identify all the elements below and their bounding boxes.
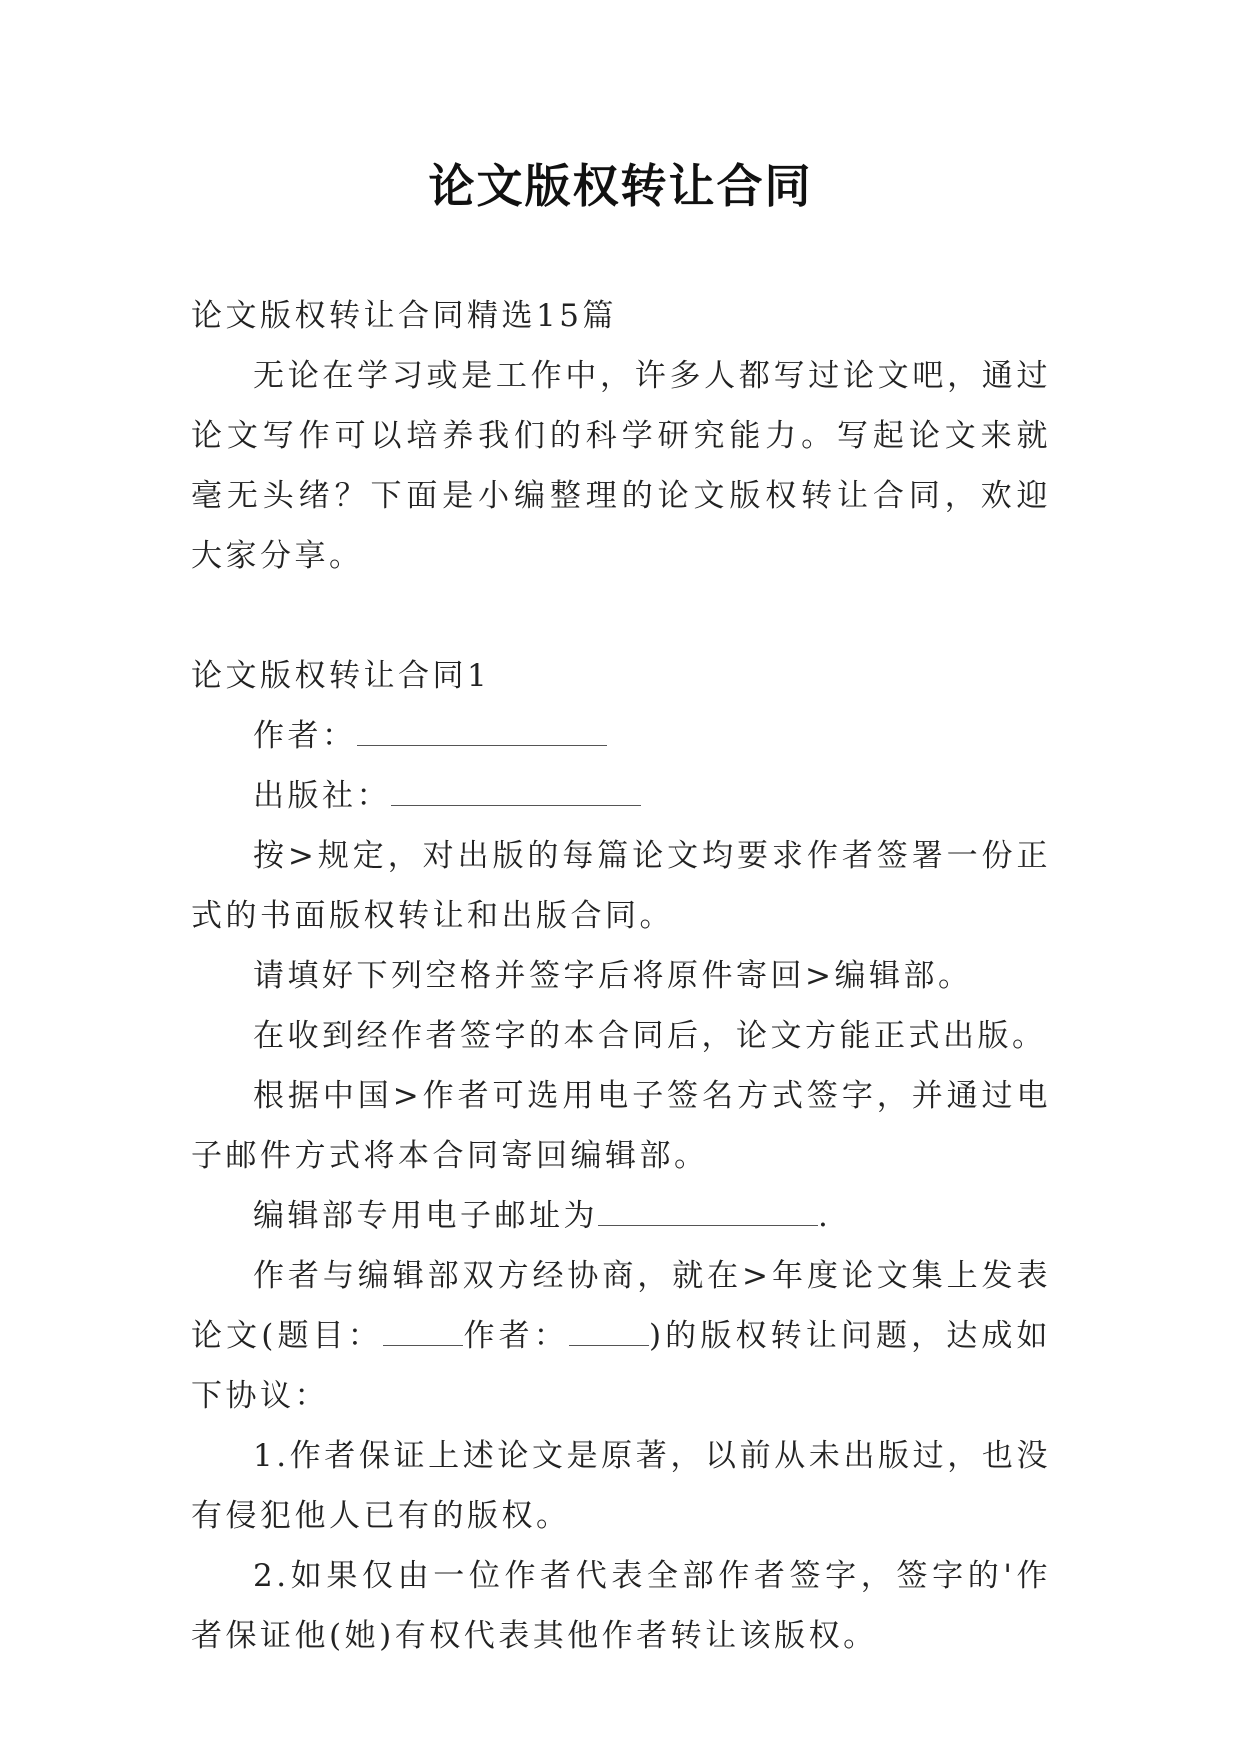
paragraph: 按>规定，对出版的每篇论文均要求作者签署一份正式的书面版权转让和出版合同。 <box>191 838 1051 934</box>
section-heading: 论文版权转让合同1 <box>191 658 491 694</box>
author-label: 作者： <box>253 718 357 754</box>
publisher-label: 出版社： <box>253 778 391 814</box>
paragraph: 根据中国>作者可选用电子签名方式签字，并通过电子邮件方式将本合同寄回编辑部。 <box>191 1078 1051 1174</box>
publisher-blank[interactable] <box>391 775 641 806</box>
email-line <box>191 1186 1051 1246</box>
agreement-part1: 作者与编辑部双方经协商，就在>年度论文集上发表论文(题目： <box>191 1258 1051 1354</box>
title-blank[interactable] <box>383 1315 463 1346</box>
agreement-part2: 作者： <box>462 1318 569 1354</box>
agreement-paragraph <box>191 1246 1051 1426</box>
agreement-part3: )的版权转让问题，达成如下协议： <box>191 1318 1052 1414</box>
subtitle: 论文版权转让合同精选15篇 <box>191 298 617 334</box>
document-body <box>191 286 1051 1666</box>
publisher-line <box>191 766 1051 826</box>
paragraph: 在收到经作者签字的本合同后，论文方能正式出版。 <box>253 1018 1047 1054</box>
author-line <box>191 706 1051 766</box>
email-label: 编辑部专用电子邮址为 <box>253 1198 598 1234</box>
clause: 1.作者保证上述论文是原著，以前从未出版过，也没有侵犯他人已有的版权。 <box>191 1438 1051 1534</box>
spacer <box>191 586 1051 646</box>
paragraph: 请填好下列空格并签字后将原件寄回>编辑部。 <box>253 958 973 994</box>
author-blank[interactable] <box>357 715 607 746</box>
author-name-blank[interactable] <box>569 1315 649 1346</box>
email-end: . <box>818 1198 832 1234</box>
intro-paragraph: 无论在学习或是工作中，许多人都写过论文吧，通过论文写作可以培养我们的科学研究能力。写起论文来就毫无头绪？下面是小编整理的论文版权转让合同，欢迎大家分享。 <box>191 358 1051 574</box>
document-title: 论文版权转让合同 <box>428 159 813 213</box>
clause: 2.如果仅由一位作者代表全部作者签字，签字的'作者保证他(她)有权代表其他作者转让该版权。 <box>191 1558 1051 1654</box>
email-blank[interactable] <box>598 1195 818 1226</box>
